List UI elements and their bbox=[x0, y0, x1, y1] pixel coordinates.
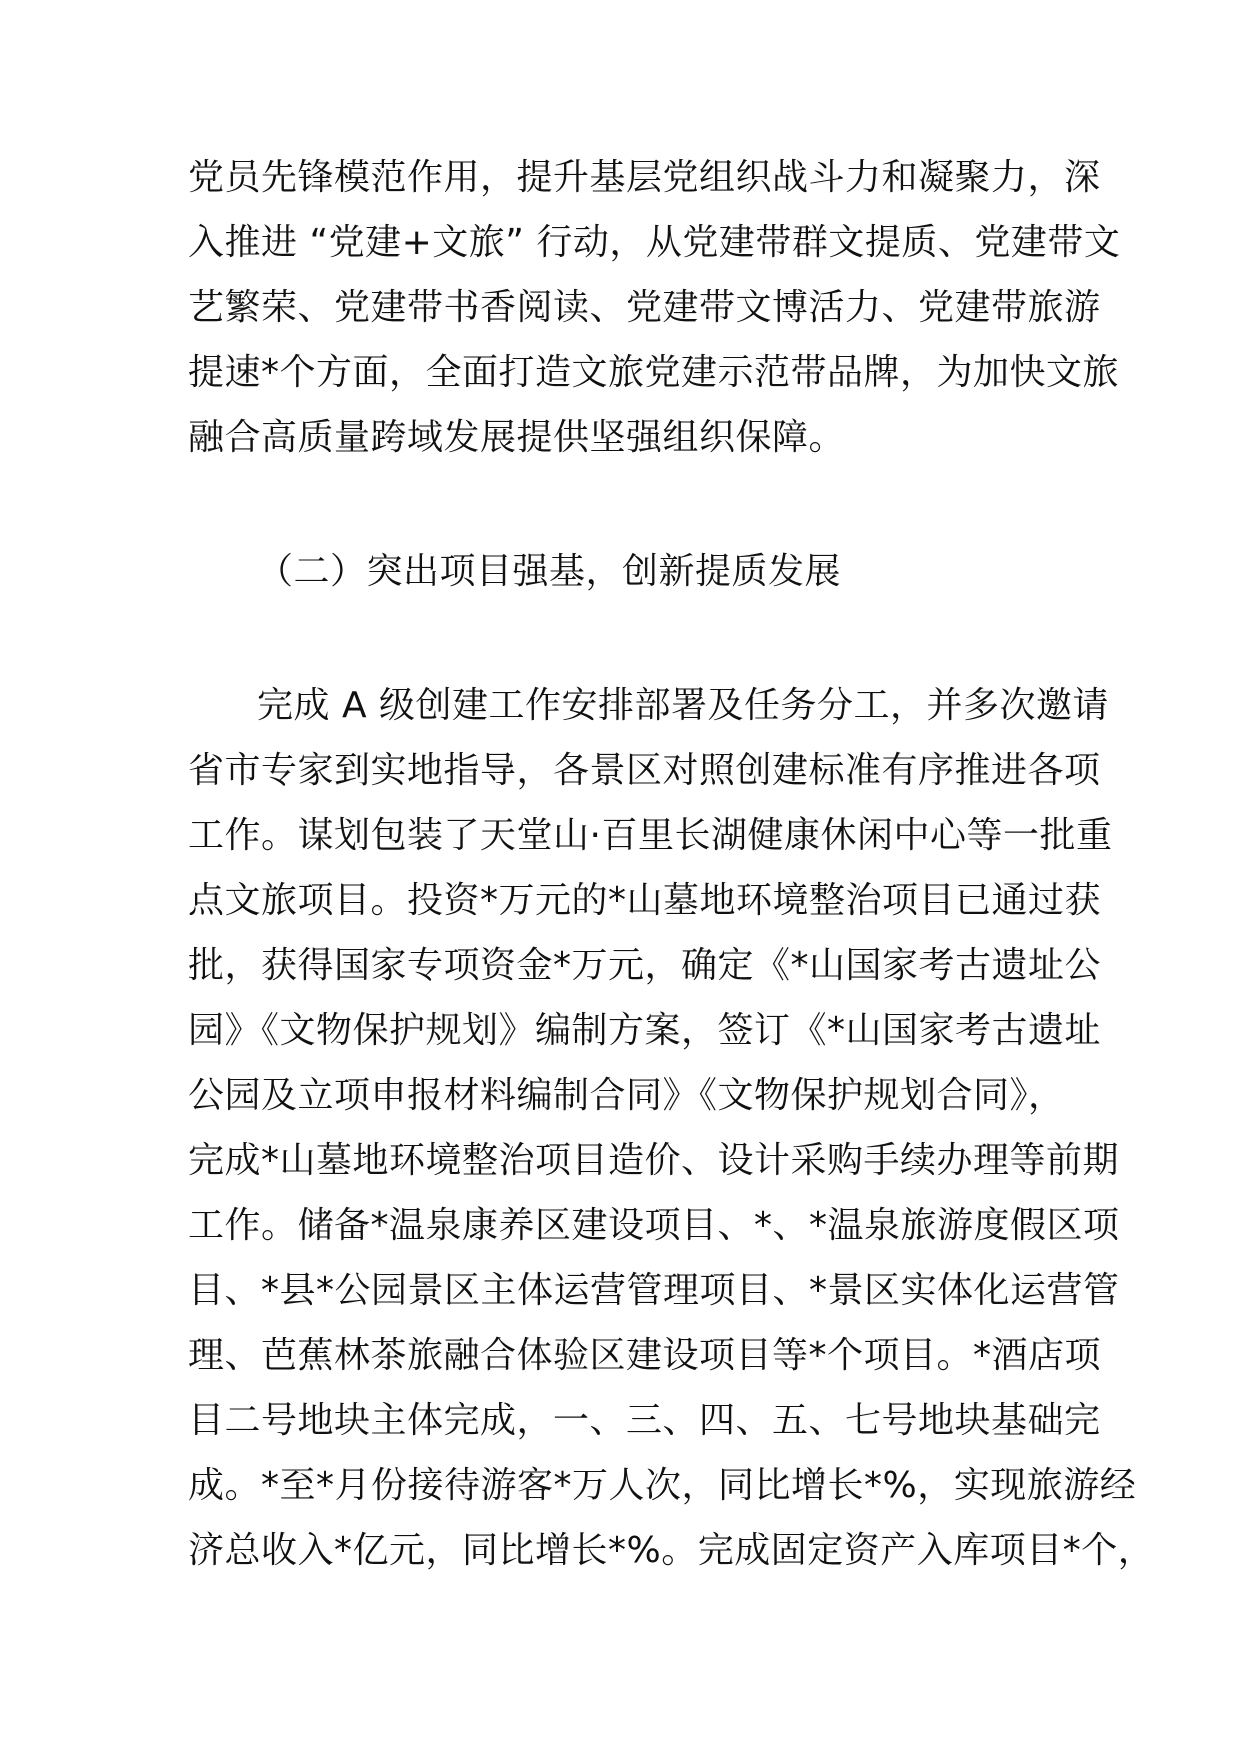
paragraph-2-line: 济总收入*亿元，同比增长*%。完成固定资产入库项目*个， bbox=[188, 1530, 1155, 1571]
section-heading: （二）突出项目强基，创新提质发展 bbox=[257, 551, 842, 592]
paragraph-1-line: 党员先锋模范作用，提升基层党组织战斗力和凝聚力，深 bbox=[188, 157, 1101, 198]
paragraph-2-line: 完成*山墓地环境整治项目造价、设计采购手续办理等前期 bbox=[188, 1140, 1120, 1181]
paragraph-2-line: 目、*县*公园景区主体运营管理项目、*景区实体化运营管 bbox=[188, 1270, 1120, 1311]
paragraph-1-line: 艺繁荣、党建带书香阅读、党建带文博活力、党建带旅游 bbox=[188, 287, 1101, 328]
paragraph-2-line: 省市专家到实地指导，各景区对照创建标准有序推进各项 bbox=[188, 750, 1101, 791]
paragraph-2-line: 成。*至*月份接待游客*万人次，同比增长*%，实现旅游经 bbox=[188, 1465, 1137, 1506]
paragraph-1-line: 融合高质量跨域发展提供坚强组织保障。 bbox=[188, 417, 846, 458]
paragraph-2-line: 理、芭蕉林茶旅融合体验区建设项目等*个项目。*酒店项 bbox=[188, 1335, 1102, 1376]
paragraph-2-line: 公园及立项申报材料编制合同》《文物保护规划合同》， bbox=[188, 1075, 1065, 1116]
paragraph-2-line: 完成 A 级创建工作安排部署及任务分工，并多次邀请 bbox=[257, 685, 1110, 726]
paragraph-2-line: 园》《文物保护规划》编制方案，签订《*山国家考古遗址 bbox=[188, 1010, 1102, 1051]
paragraph-2-line: 点文旅项目。投资*万元的*山墓地环境整治项目已通过获 bbox=[188, 880, 1102, 921]
paragraph-2-line: 批，获得国家专项资金*万元，确定《*山国家考古遗址公 bbox=[188, 945, 1102, 986]
paragraph-2-line: 工作。储备*温泉康养区建设项目、*、*温泉旅游度假区项 bbox=[188, 1205, 1120, 1246]
paragraph-1-line: 入推进 “党建+文旅” 行动，从党建带群文提质、党建带文 bbox=[188, 222, 1121, 263]
paragraph-1-line: 提速*个方面，全面打造文旅党建示范带品牌，为加快文旅 bbox=[188, 352, 1120, 393]
paragraph-2-line: 目二号地块主体完成，一、三、四、五、七号地块基础完 bbox=[188, 1400, 1101, 1441]
paragraph-2-line: 工作。谋划包装了天堂山·百里长湖健康休闲中心等一批重 bbox=[188, 815, 1113, 856]
